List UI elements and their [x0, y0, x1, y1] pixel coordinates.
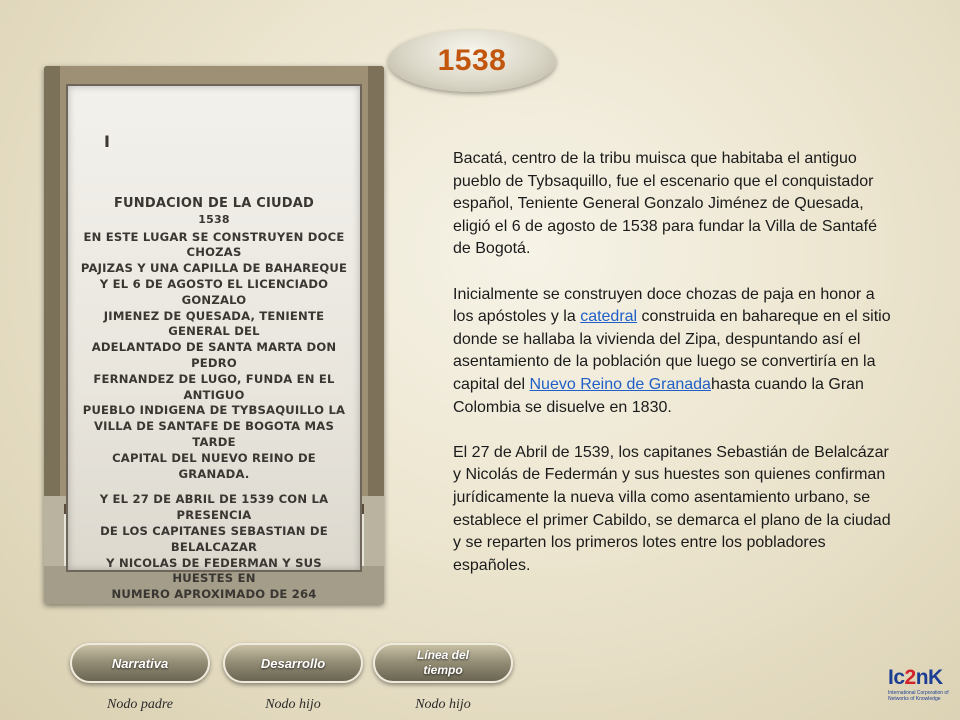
paragraph-3: El 27 de Abril de 1539, los capitanes Sebastián de Belalcázar y Nicolás de Federmán y sus huestes son quienes confirman jurídicamente la nueva villa como asentamiento urbano, se establece el primer Cabildo, se demarca el plano de la ciudad y se reparten los primeros lotes entre los pobladores españoles.	[453, 443, 891, 574]
paragraph-2-part-3: hasta cuando la Gran Colombia se disuelve en 1830.	[453, 375, 864, 416]
desarrollo-button[interactable]	[223, 643, 363, 683]
plaque-photo	[44, 66, 384, 604]
narrativa-button-label: Narrativa	[111, 655, 169, 671]
paragraph-2	[453, 284, 893, 420]
linea-del-tiempo-button-label: Línea del tiempo	[416, 648, 469, 677]
year-label: 1538	[437, 44, 507, 77]
logo-subtitle: International Corporation of Networks of Knowledge	[888, 690, 949, 702]
narrativa-caption: Nodo padre	[107, 697, 173, 712]
desarrollo-caption: Nodo hijo	[265, 697, 321, 712]
plaque-text-1: EN ESTE LUGAR SE CONSTRUYEN DOCE CHOZAS PAJIZAS Y UNA CAPILLA DE BAHAREQUE Y EL 6 DE AGOSTO EL LICENCIADO GONZALO JIMENEZ DE QUESADA, TENIENTE GENERAL DEL ADELANTADO DE SANTA MARTA DON PEDRO FERNANDEZ DE LUGO, FUNDA EN EL ANTIGUO PUEBLO INDIGENA DE TYBSAQUILLO LA VILLA DE SANTAFE DE BOGOTA MAS TARDE CAPITAL DEL NUEVO REINO DE GRANADA.	[80, 229, 348, 481]
plaque-title: FUNDACION DE LA CIUDAD	[113, 196, 315, 211]
paragraph-2-part-2: construida en bahareque en el sitio donde se hallaba la vivienda del Zipa, despuntando así el asentamiento de la población que luego se convertiría en la capital del	[453, 308, 891, 393]
plaque-text-2: Y EL 27 DE ABRIL DE 1539 CON LA PRESENCIA DE LOS CAPITANES SEBASTIAN DE BELALCAZAR Y NICOLAS DE FEDERMAN Y SUS HUESTES EN NUMERO APROXIMADO DE 264	[99, 492, 329, 602]
logo-mark: Ic2nK	[888, 666, 943, 689]
catedral-link[interactable]: catedral	[580, 308, 638, 326]
ic2nk-logo[interactable]	[888, 666, 954, 718]
narrativa-button[interactable]	[70, 643, 210, 683]
foundation-plaque	[66, 84, 362, 602]
paragraph-2-part-1: Inicialmente se construyen doce chozas de paja en honor a los apóstoles y la	[453, 285, 875, 326]
plaque-roman-numeral: I	[104, 132, 111, 151]
paragraph-1: Bacatá, centro de la tribu muisca que habitaba el antiguo pueblo de Tybsaquillo, fue el escenario que el conquistador español, Teniente General Gonzalo Jiménez de Quesada, eligió el 6 de agosto de 1538 para fundar la Villa de Santafé de Bogotá.	[453, 150, 878, 258]
linea-del-tiempo-button[interactable]	[373, 643, 513, 683]
plaque-year: 1538	[198, 212, 230, 226]
linea-del-tiempo-caption: Nodo hijo	[415, 697, 471, 712]
desarrollo-button-label: Desarrollo	[260, 655, 326, 671]
year-badge	[388, 30, 556, 92]
narrative-text	[453, 148, 893, 600]
nuevo-reino-link[interactable]: Nuevo Reino de Granada	[529, 375, 711, 393]
